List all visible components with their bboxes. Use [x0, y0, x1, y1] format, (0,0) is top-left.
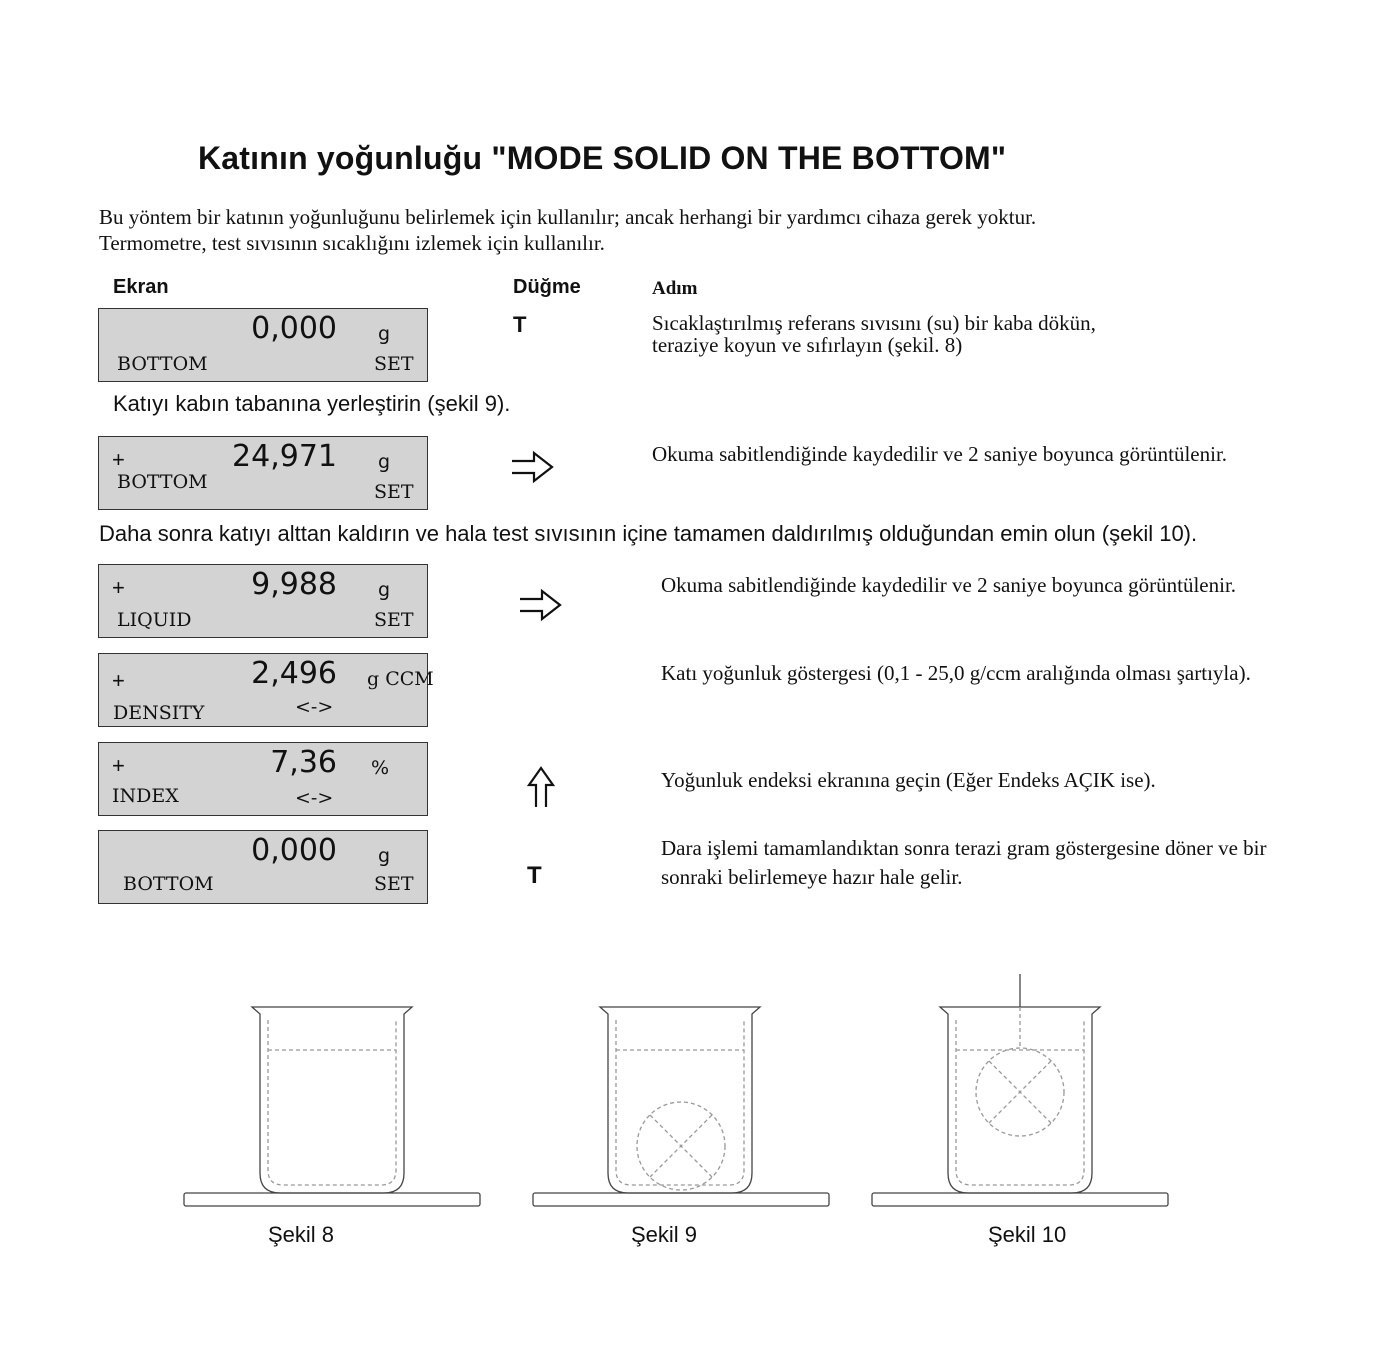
lcd-value: 9,988	[251, 567, 337, 602]
lcd-display	[98, 742, 428, 816]
lcd-unit: g	[378, 845, 391, 867]
beaker-figure-9	[533, 1007, 829, 1206]
tare-button-label: T	[513, 312, 527, 337]
page-title: Katının yoğunluğu "MODE SOLID ON THE BOTTOM"	[198, 140, 1007, 176]
step-text: Okuma sabitlendiğinde kaydedilir ve 2 saniye boyunca görüntülenir.	[652, 442, 1228, 466]
lcd-mode: LIQUID	[117, 609, 192, 631]
lcd-value: 2,496	[251, 656, 337, 691]
lcd-value: 7,36	[270, 745, 337, 780]
intro-line-1: Bu yöntem bir katının yoğunluğunu belirlemek için kullanılır; ancak herhangi bir yardımcı cihaza gerek yoktur.	[99, 205, 1037, 229]
lcd-sign: +	[112, 668, 125, 693]
lcd-display	[98, 436, 428, 510]
lcd-set: SET	[374, 609, 414, 631]
lcd-toggle-indicator: <->	[295, 696, 334, 718]
lcd-set: SET	[374, 481, 414, 503]
lcd-set: SET	[374, 353, 414, 375]
instruction-text: Katıyı kabın tabanına yerleştirin (şekil 9).	[113, 391, 511, 416]
lcd-display	[98, 308, 428, 382]
right-arrow-icon	[518, 588, 564, 622]
lcd-sign: +	[112, 447, 125, 472]
column-header-button: Düğme	[513, 276, 581, 298]
lcd-unit: %	[371, 757, 390, 779]
lcd-mode: DENSITY	[113, 702, 205, 724]
step-text: Okuma sabitlendiğinde kaydedilir ve 2 saniye boyunca görüntülenir.	[661, 573, 1237, 597]
step-line: Sıcaklaştırılmış referans sıvısını (su) bir kaba dökün,	[652, 311, 1096, 335]
lcd-mode: BOTTOM	[117, 471, 208, 493]
right-arrow-icon	[510, 450, 556, 484]
lcd-mode: INDEX	[112, 785, 179, 807]
intro-line-2: Termometre, test sıvısının sıcaklığını izlemek için kullanılır.	[99, 231, 605, 255]
lcd-display	[98, 564, 428, 638]
instruction-text: Daha sonra katıyı alttan kaldırın ve hala test sıvısının içine tamamen daldırılmış olduğundan emin olun (şekil 10).	[99, 521, 1198, 546]
figures-illustration	[180, 960, 1180, 1220]
tare-button-label: T	[527, 862, 542, 889]
column-header-screen: Ekran	[113, 276, 169, 298]
lcd-display	[98, 830, 428, 904]
figure-caption: Şekil 9	[631, 1222, 698, 1247]
step-text	[652, 312, 1292, 356]
lcd-display	[98, 653, 434, 727]
lcd-value: 24,971	[232, 439, 337, 474]
figure-caption: Şekil 8	[268, 1222, 335, 1247]
lcd-unit: g	[378, 451, 391, 473]
beaker-figure-8	[184, 1007, 480, 1206]
step-line: teraziye koyun ve sıfırlayın (şekil. 8)	[652, 333, 963, 357]
lcd-value: 0,000	[251, 311, 337, 346]
intro-paragraph	[99, 204, 1036, 256]
lcd-unit: g	[378, 323, 391, 345]
lcd-mode: BOTTOM	[117, 353, 208, 375]
step-text: Yoğunluk endeksi ekranına geçin (Eğer Endeks AÇIK ise).	[661, 768, 1156, 792]
lcd-unit: g CCM	[367, 668, 434, 690]
lcd-sign: +	[112, 753, 125, 778]
lcd-sign: +	[112, 575, 125, 600]
beaker-figure-10	[872, 974, 1168, 1206]
figure-caption: Şekil 10	[988, 1222, 1067, 1247]
up-arrow-icon	[526, 765, 556, 809]
step-text: Katı yoğunluk göstergesi (0,1 - 25,0 g/ccm aralığında olması şartıyla).	[661, 661, 1251, 685]
step-text: Dara işlemi tamamlandıktan sonra terazi gram göstergesine döner ve bir sonraki belirlemeye hazır hale gelir.	[661, 836, 1267, 889]
lcd-set: SET	[374, 873, 414, 895]
lcd-value: 0,000	[251, 833, 337, 868]
column-header-step: Adım	[652, 278, 698, 299]
lcd-unit: g	[378, 579, 391, 601]
lcd-toggle-indicator: <->	[295, 787, 334, 809]
lcd-mode: BOTTOM	[123, 873, 214, 895]
